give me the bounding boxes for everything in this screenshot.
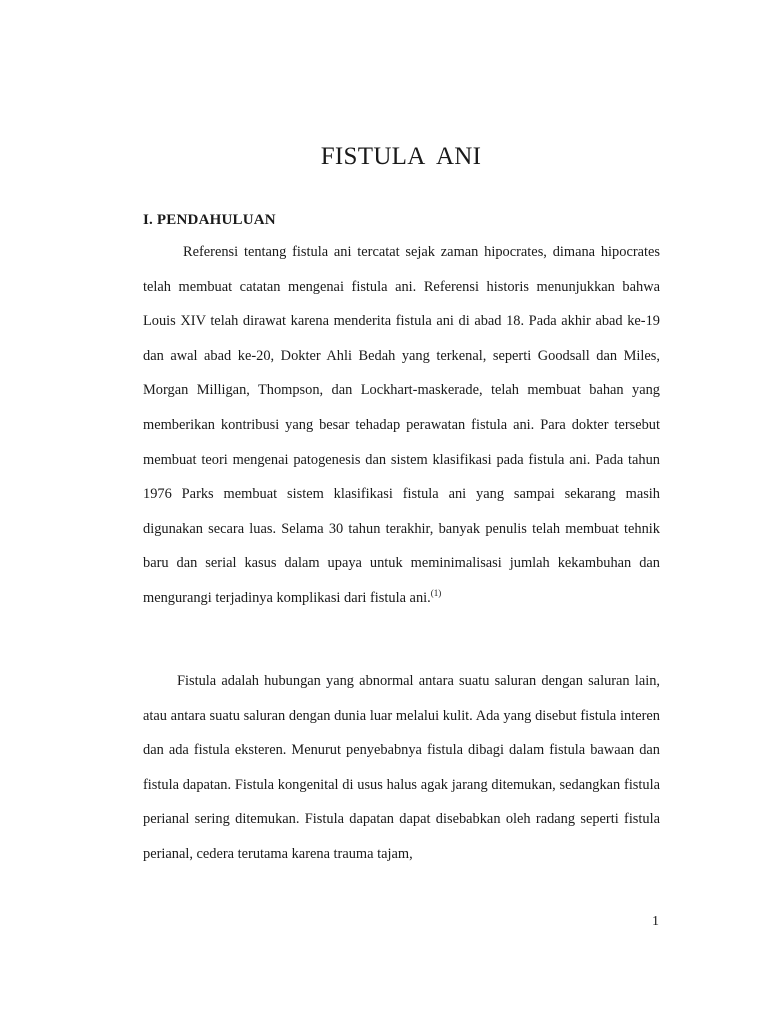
paragraph-introduction-text: Referensi tentang fistula ani tercatat sejak zaman hipocrates, dimana hipocrates telah membuat catatan mengenai fistula ani. Referensi historis menunjukkan bahwa Louis XIV telah dirawat karena menderita fistula ani di abad 18. Pada akhir abad ke-19 dan awal abad ke-20, Dokter Ahli Bedah yang terkenal, seperti Goodsall dan Miles, Morgan Milligan, Thompson, dan Lockhart-maskerade, telah membuat bahan yang memberikan kontribusi yang besar tehadap perawatan fistula ani. Para dokter tersebut membuat teori mengenai patogenesis dan sistem klasifikasi pada fistula ani. Pada tahun 1976 Parks membuat sistem klasifikasi fistula ani yang sampai sekarang masih digunakan secara luas. Selama 30 tahun terakhir, banyak penulis telah membuat tehnik baru dan serial kasus dalam upaya untuk meminimalisasi jumlah kekambuhan dan mengurangi terjadinya komplikasi dari fistula ani. [143,244,660,606]
paragraph-introduction [143,235,660,616]
page-number: 1 [652,914,659,929]
paragraph-definition: Fistula adalah hubungan yang abnormal antara suatu saluran dengan saluran lain, atau antara suatu saluran dengan dunia luar melalui kulit. Ada yang disebut fistula interen dan ada fistula eksteren. Menurut penyebabnya fistula dibagi dalam fistula bawaan dan fistula dapatan. Fistula kongenital di usus halus agak jarang ditemukan, sedangkan fistula perianal sering ditemukan. Fistula dapatan dapat disebabkan oleh radang seperti fistula perianal, cedera terutama karena trauma tajam, [143,673,660,862]
citation-marker: (1) [430,587,442,598]
document-title: FISTULA ANI [320,143,482,170]
section-heading: I. PENDAHULUAN [143,212,276,228]
